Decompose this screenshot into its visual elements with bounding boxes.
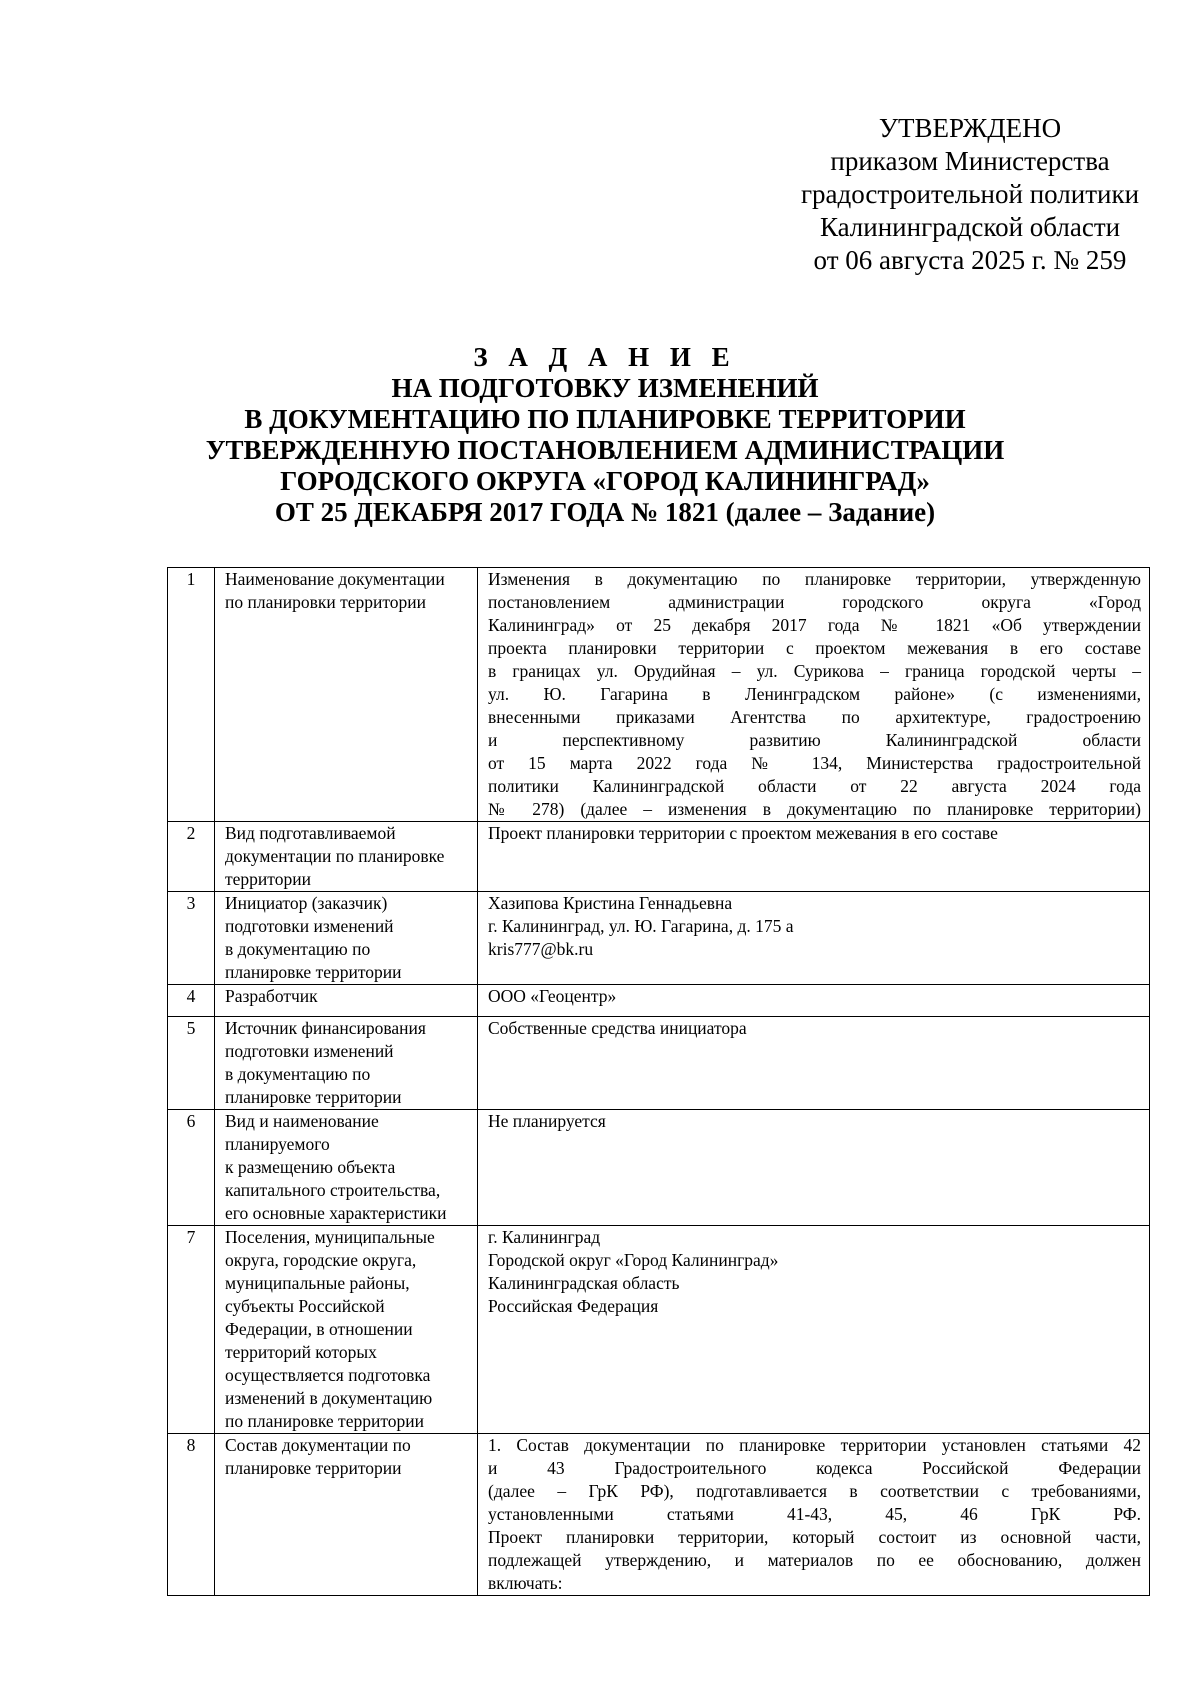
- row-value-line: установленными статьями 41-43, 45, 46 ГрК РФ.: [488, 1504, 1141, 1524]
- row-label-line: подготовки изменений: [225, 1041, 394, 1061]
- table-row: [168, 568, 1150, 822]
- row-number: 3: [168, 892, 215, 985]
- row-label-line: Разработчик: [225, 986, 318, 1006]
- row-label-line: Состав документации по: [225, 1435, 411, 1455]
- approval-line: от 06 августа 2025 г. № 259: [813, 245, 1127, 275]
- document-title: [60, 342, 1150, 528]
- row-value-line: Российская Федерация: [488, 1296, 659, 1316]
- task-table: [167, 567, 1150, 1596]
- row-number: 6: [168, 1110, 215, 1226]
- row-value-line: ул. Ю. Гагарина в Ленинградском районе» (с изменениями,: [488, 684, 1141, 704]
- row-value: [478, 985, 1150, 1017]
- table-row: [168, 985, 1150, 1017]
- row-value: [478, 1226, 1150, 1434]
- row-label-line: в документацию по: [225, 939, 371, 959]
- row-label-line: в документацию по: [225, 1064, 371, 1084]
- approval-line: Калининградской области: [819, 212, 1121, 242]
- title-line: ОТ 25 ДЕКАБРЯ 2017 ГОДА № 1821 (далее – Задание): [274, 497, 936, 527]
- row-label-line: изменений в документацию: [225, 1388, 433, 1408]
- row-label-line: планируемого: [225, 1134, 330, 1154]
- row-value: [478, 1017, 1150, 1110]
- row-value: [478, 568, 1150, 822]
- row-value-line: и перспективному развитию Калининградской области: [488, 730, 1141, 750]
- row-value-line: Не планируется: [488, 1111, 606, 1131]
- row-label-line: к размещению объекта: [225, 1157, 396, 1177]
- row-value-line: политики Калининградской области от 22 августа 2024 года: [488, 776, 1141, 796]
- row-label-line: территории: [225, 869, 311, 889]
- row-label-line: по планировки территории: [225, 592, 427, 612]
- row-label-line: Инициатор (заказчик): [225, 893, 388, 913]
- row-value-line: от 15 марта 2022 года № 134, Министерства градостроительной: [488, 753, 1141, 773]
- row-value-line: Калининград» от 25 декабря 2017 года № 1821 «Об утверждении: [488, 615, 1141, 635]
- table-row: [168, 892, 1150, 985]
- row-value-line: 1. Состав документации по планировке территории установлен статьями 42: [488, 1435, 1141, 1455]
- table-row: [168, 1434, 1150, 1596]
- row-label-line: документации по планировке: [225, 846, 445, 866]
- row-label: [215, 1110, 478, 1226]
- row-label: [215, 892, 478, 985]
- row-label-line: планировке территории: [225, 962, 402, 982]
- row-label-line: планировке территории: [225, 1458, 402, 1478]
- row-label: [215, 1017, 478, 1110]
- row-value-line: г. Калининград, ул. Ю. Гагарина, д. 175 а: [488, 916, 794, 936]
- title-line: В ДОКУМЕНТАЦИЮ ПО ПЛАНИРОВКЕ ТЕРРИТОРИИ: [244, 404, 966, 434]
- row-value-line: (далее – ГрК РФ), подготавливается в соответствии с требованиями,: [488, 1481, 1141, 1501]
- row-label-line: Вид и наименование: [225, 1111, 379, 1131]
- row-value: [478, 822, 1150, 892]
- row-label-line: Источник финансирования: [225, 1018, 426, 1038]
- row-label-line: осуществляется подготовка: [225, 1365, 431, 1385]
- row-value-line: г. Калининград: [488, 1227, 601, 1247]
- row-value-line: Хазипова Кристина Геннадьевна: [488, 893, 733, 913]
- row-label: [215, 568, 478, 822]
- row-number: 8: [168, 1434, 215, 1596]
- row-label: [215, 822, 478, 892]
- row-value-line: Проект планировки территории с проектом межевания в его составе: [488, 823, 998, 843]
- row-label: [215, 1434, 478, 1596]
- row-label-line: Наименование документации: [225, 569, 445, 589]
- title-line: НА ПОДГОТОВКУ ИЗМЕНЕНИЙ: [391, 373, 819, 403]
- row-value-line: постановлением администрации городского округа «Город: [488, 592, 1141, 612]
- row-value-line: Проект планировки территории, который состоит из основной части,: [488, 1527, 1141, 1547]
- title-line: З А Д А Н И Е: [473, 342, 737, 372]
- row-value-line: ООО «Геоцентр»: [488, 986, 617, 1006]
- row-number: 5: [168, 1017, 215, 1110]
- row-label-line: подготовки изменений: [225, 916, 394, 936]
- row-label-line: по планировке территории: [225, 1411, 424, 1431]
- row-label-line: территорий которых: [225, 1342, 377, 1362]
- row-value-line: проекта планировки территории с проектом межевания в его составе: [488, 638, 1141, 658]
- row-value-line: и 43 Градостроительного кодекса Российской Федерации: [488, 1458, 1141, 1478]
- approval-stamp: [700, 112, 1200, 277]
- row-value-line: Калининградская область: [488, 1273, 680, 1293]
- row-value-line: подлежащей утверждению, и материалов по ее обоснованию, должен: [488, 1550, 1141, 1570]
- title-line: ГОРОДСКОГО ОКРУГА «ГОРОД КАЛИНИНГРАД»: [280, 466, 930, 496]
- table-row: [168, 822, 1150, 892]
- row-value-line: Городской округ «Город Калининград»: [488, 1250, 779, 1270]
- row-label-line: планировке территории: [225, 1087, 402, 1107]
- row-label-line: Федерации, в отношении: [225, 1319, 413, 1339]
- row-value-line: включать:: [488, 1573, 563, 1593]
- title-line: УТВЕРЖДЕННУЮ ПОСТАНОВЛЕНИЕМ АДМИНИСТРАЦИИ: [205, 435, 1005, 465]
- approval-line: УТВЕРЖДЕНО: [878, 113, 1062, 143]
- row-value: [478, 892, 1150, 985]
- row-value-line: Собственные средства инициатора: [488, 1018, 747, 1038]
- row-value: [478, 1110, 1150, 1226]
- row-number: 7: [168, 1226, 215, 1434]
- row-label-line: муниципальные районы,: [225, 1273, 410, 1293]
- task-table-body: [168, 568, 1150, 1596]
- row-value: [478, 1434, 1150, 1596]
- row-label-line: Поселения, муниципальные: [225, 1227, 435, 1247]
- row-number: 2: [168, 822, 215, 892]
- row-label: [215, 985, 478, 1017]
- row-label-line: округа, городские округа,: [225, 1250, 417, 1270]
- row-value-line: Изменения в документацию по планировке территории, утвержденную: [488, 569, 1141, 589]
- row-label: [215, 1226, 478, 1434]
- approval-line: градостроительной политики: [800, 179, 1140, 209]
- row-value-line: kris777@bk.ru: [488, 939, 594, 959]
- row-value-line: внесенными приказами Агентства по архитектуре, градостроению: [488, 707, 1141, 727]
- table-row: [168, 1226, 1150, 1434]
- row-value-line: № 278) (далее – изменения в документацию по планировке территории): [488, 799, 1141, 819]
- table-row: [168, 1110, 1150, 1226]
- approval-line: приказом Министерства: [830, 146, 1110, 176]
- row-label-line: капитального строительства,: [225, 1180, 441, 1200]
- row-value-line: в границах ул. Орудийная – ул. Сурикова – граница городской черты –: [488, 661, 1141, 681]
- row-label-line: его основные характеристики: [225, 1203, 447, 1223]
- row-label-line: Вид подготавливаемой: [225, 823, 396, 843]
- row-label-line: субъекты Российской: [225, 1296, 385, 1316]
- row-number: 4: [168, 985, 215, 1017]
- row-number: 1: [168, 568, 215, 822]
- table-row: [168, 1017, 1150, 1110]
